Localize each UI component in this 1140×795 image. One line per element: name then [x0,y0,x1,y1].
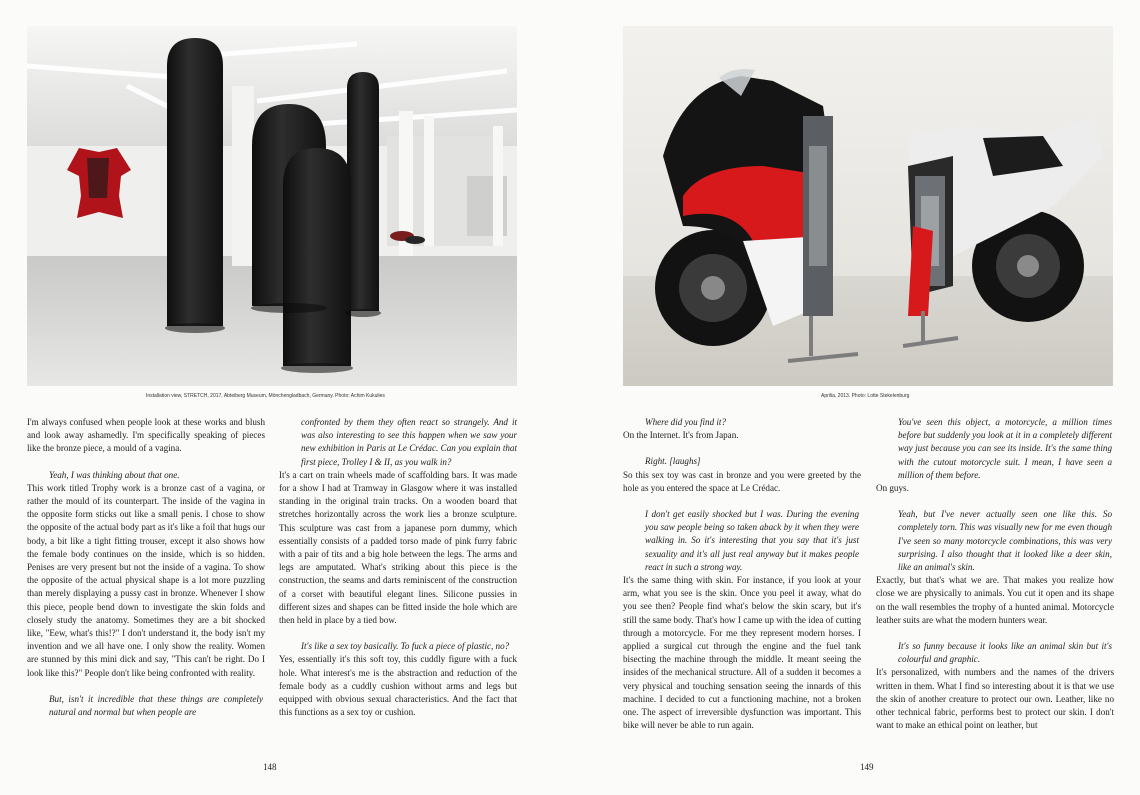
interview-question: confronted by them they often react so strangely. And it was also interesting to see this happen when we saw your new exhibition in Paris at Le Crédac. Can you explain that first piece, Trolley I & II, as you walk in? [301,417,517,467]
cut-motorcycle-illustration [623,26,1113,386]
interview-question: Yeah, but I've never actually seen one like this. So completely torn. This was visually new for me even though I've seen so many motorcycle combinations, this was very surprising. I also thought that it looked like a deer skin, like an animal's skin. [898,509,1112,573]
motorcycle-photo [623,26,1113,386]
interview-question: But, isn't it incredible that these things are completely natural and normal but when people are [49,693,263,718]
paragraph: It's a cart on train wheels made of scaffolding bars. It was made for a show I had at Tramway in Glasgow where it was installed standing in the original train tracks. On a wooden board that stretches horizontally across the work lies a bronze sculpture. This sculpture was cast from a japanese porn dummy, which essentially consists of a padded torso made of pink furry fabric with a pair of tits and a big hole between the legs. The arms and legs are amputated. What's striking about this piece is the construction, the seams and darts reminiscent of the construction of a corset with beautiful elegant lines. Silicone pussies in different sizes and shapes can be fitted inside the hole which are then held in place by a tied bow. [279,469,517,626]
interview-question: It's like a sex toy basically. To fuck a piece of plastic, no? [301,641,510,652]
interview-question: Where did you find it? [645,417,726,427]
right-page [570,0,1140,795]
paragraph: It's the same thing with skin. For instance, if you look at your arm, what you see is the skin. Once you peel it away, what do you see then? People find what's below the skin scary, but it's still the same body. That's how I came up with the idea of cutting through a motorcycle. For me they represent modern horses. I applied a surgical cut through the engine and the fuel tank bisecting the machine through the middle. It meant seeing the insides of the mechanical structure. All of a sudden it becomes a very physical and touching sensation seeing the innards of this machine. I decided to cut a functioning machine, not a broken one. The aspect of irreversible dysfunction was important. This bike will never be able to run again. [623,575,861,731]
text-column [27,416,265,719]
text-column [623,416,861,732]
interview-question: Yeah, I was thinking about that one. [49,469,180,480]
paragraph: It's personalized, with numbers and the names of the drivers written in them. What I find so interesting about it is that we use the skin of another creature to protect our own. Leather, like no other technical fabric, performs best to protect our skin. I don't want to make an ethical point on leather, but [876,667,1114,731]
interview-question: I don't get easily shocked but I was. During the evening you saw people being so taken aback by it when they were walking in. So it's interesting that you say that it's just sexuality and it's all just real anyway but it makes people react in such a strong way. [645,509,859,572]
text-column [279,416,517,719]
interview-question: You've seen this object, a motorcycle, a million times before but suddenly you look at it in a completely different way just because you can see its inside. It's the same thing with the cutout motorcycle suit. I mean, I have seen a million of them before. [898,417,1112,480]
page-number: 149 [860,762,874,772]
installation-view-illustration [27,26,517,386]
photo-caption: Aprilia, 2013. Photo: Lotte Stekelenburg [821,393,910,399]
photo-caption: Installation view, STRETCH, 2017, Abteiberg Museum, Mönchengladbach, Germany. Photo: Achim Kukulies [146,393,385,399]
page-number: 148 [263,762,277,772]
paragraph: So this sex toy was cast in bronze and you were greeted by the hole as you entered the space at Le Crédac. [623,469,861,493]
text-column [876,416,1114,732]
installation-photo [27,26,517,386]
paragraph: I'm always confused when people look at these works and blush and look away ashamedly. I'm specifically speaking of pieces like the bronze piece, a mould of a vagina. [27,417,265,454]
interview-question: Right. [laughs] [645,456,701,467]
paragraph: On guys. [876,483,909,494]
paragraph: On the Internet. It's from Japan. [623,430,739,441]
paragraph: Exactly, but that's what we are. That makes you realize how close we are physically to animals. You cut it open and its shape on the wall resembles the trophy of a hunted animal. Motorcycle leather suits are what the modern hunters wear. [876,575,1114,625]
paragraph: Yes, essentially it's this soft toy, this cuddly figure with a fuck hole. What interest's me is the abstraction and reduction of the female body as a cuddly cushion without arms and legs but equipped with obvious sexual characteristics. And the fact that this functions as a sex toy or cushion. [279,654,517,718]
paragraph: This work titled Trophy work is a bronze cast of a vagina, or rather the mould of its counterpart. The inside of the vagina in the opposite form sticks out like a small penis. I chose to show the opposite of the actual body part as it's like a foil that hugs our body, a bit like a tight fitting trouser, except it also shows how the female body continues on the inside, which is so hidden. Penises are very present but not the inside of a vagina. To show the opposite of the actual physical shape is a lot more puzzling than merely displaying a pussy cast in bronze. Whenever I show this piece, people bend down to investigate the skin folds and closely study the anatomy. Sometimes they are a bit shocked like, "Eew, what's this!?" I don't understand it, the body isn't my invention and we all have one. I only show the reality. Women are stunned by this mini dick and say, "This can't be right. Do I look like this?" People don't like being confronted with reality. [27,482,265,678]
interview-question: It's so funny because it looks like an animal skin but it's colourful and graphic. [898,641,1112,665]
